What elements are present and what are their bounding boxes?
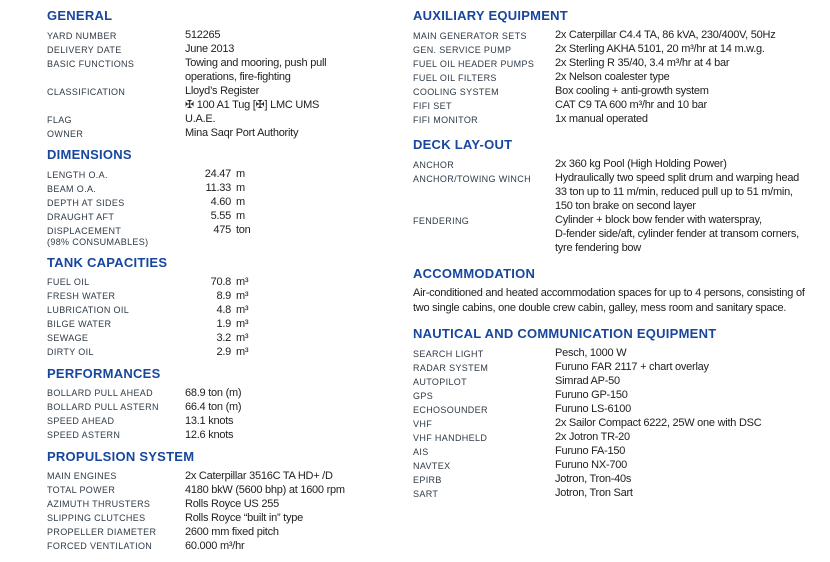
section-auxiliary-equipment bbox=[413, 8, 827, 126]
spec-label-cell bbox=[47, 275, 185, 289]
spec-label: AIS bbox=[413, 446, 429, 457]
section-title: PERFORMANCES bbox=[47, 365, 161, 381]
spec-value-line: Hydraulically two speed split drum and warping head bbox=[555, 172, 800, 184]
spec-value-cell bbox=[185, 181, 399, 195]
spec-value-line: Towing and mooring, push pull bbox=[185, 57, 327, 69]
spec-label-cell bbox=[47, 42, 185, 56]
section-deck-lay-out bbox=[413, 137, 827, 255]
spec-value-number: 5.55 bbox=[210, 210, 231, 222]
spec-label-cell bbox=[47, 331, 185, 345]
spec-row bbox=[413, 112, 827, 126]
spec-value-cell bbox=[185, 195, 399, 209]
spec-value-cell bbox=[185, 525, 399, 539]
spec-value-number: 11.33 bbox=[205, 182, 231, 194]
spec-value-cell bbox=[185, 317, 399, 331]
spec-value-cell bbox=[555, 171, 827, 213]
section-paragraph: Air-conditioned and heated accommodation spaces for up to 4 persons, consisting of two single cabins, one double crew cabin, galley, mess room and sanitary space. bbox=[413, 287, 805, 314]
spec-value-line: 13.1 knots bbox=[185, 414, 234, 427]
section-nautical-and-communication-equipment bbox=[413, 326, 827, 500]
spec-value-cell bbox=[555, 56, 827, 70]
spec-row bbox=[47, 126, 399, 140]
spec-label-cell bbox=[413, 171, 555, 185]
spec-value-line: 12.6 knots bbox=[185, 428, 234, 441]
spec-row bbox=[47, 303, 399, 317]
spec-label: SEARCH LIGHT bbox=[413, 348, 484, 359]
spec-value-cell bbox=[555, 42, 827, 56]
spec-value-cell bbox=[555, 213, 827, 255]
spec-label: SLIPPING CLUTCHES bbox=[47, 513, 146, 523]
spec-label: COOLING SYSTEM bbox=[413, 86, 499, 97]
spec-label: TOTAL POWER bbox=[47, 485, 116, 495]
spec-value-cell bbox=[185, 223, 399, 237]
spec-value-cell bbox=[555, 360, 827, 374]
spec-label-cell bbox=[413, 112, 555, 126]
spec-value-number: 475 bbox=[213, 224, 231, 236]
spec-label-cell bbox=[413, 346, 555, 360]
spec-label: FRESH WATER bbox=[47, 291, 116, 301]
spec-row bbox=[47, 28, 399, 42]
spec-row bbox=[47, 317, 399, 331]
spec-value-cell bbox=[555, 346, 827, 360]
spec-row bbox=[413, 402, 827, 416]
spec-value-line: 512265 bbox=[185, 29, 221, 41]
spec-row bbox=[413, 444, 827, 458]
spec-value-line: operations, fire-fighting bbox=[185, 71, 291, 83]
spec-row bbox=[47, 56, 399, 84]
section-performances bbox=[47, 366, 399, 442]
spec-label-cell bbox=[413, 388, 555, 402]
spec-row bbox=[47, 539, 399, 553]
spec-row bbox=[47, 497, 399, 511]
spec-value-line: Rolls Royce US 255 bbox=[185, 497, 279, 510]
spec-value-cell bbox=[185, 539, 399, 553]
spec-label: GEN. SERVICE PUMP bbox=[413, 44, 512, 55]
spec-label: ANCHOR/TOWING WINCH bbox=[413, 173, 531, 184]
spec-row bbox=[413, 388, 827, 402]
spec-value-cell bbox=[555, 70, 827, 84]
spec-value-cell bbox=[185, 84, 399, 112]
spec-row bbox=[413, 458, 827, 472]
spec-value bbox=[185, 209, 399, 223]
spec-value-cell bbox=[185, 497, 399, 511]
spec-label: FIFI MONITOR bbox=[413, 114, 479, 125]
spec-label: FLAG bbox=[47, 114, 72, 125]
spec-label-cell bbox=[47, 511, 185, 525]
spec-label: SPEED AHEAD bbox=[47, 416, 115, 426]
spec-label-cell bbox=[47, 181, 185, 195]
spec-value-number: 1.9 bbox=[216, 317, 231, 330]
spec-label: DIRTY OIL bbox=[47, 347, 94, 357]
spec-row bbox=[47, 345, 399, 359]
spec-label-cell bbox=[47, 28, 185, 42]
spec-value-cell bbox=[555, 112, 827, 126]
spec-value bbox=[185, 275, 399, 289]
section-title: GENERAL bbox=[47, 8, 113, 23]
spec-row bbox=[413, 42, 827, 56]
spec-value-cell bbox=[185, 469, 399, 483]
spec-label-cell bbox=[47, 167, 185, 181]
spec-value-line: 1x manual operated bbox=[555, 113, 648, 125]
spec-label: DEPTH AT SIDES bbox=[47, 197, 125, 208]
spec-label-cell bbox=[413, 458, 555, 472]
spec-label-cell bbox=[47, 539, 185, 553]
spec-value-cell bbox=[185, 275, 399, 289]
spec-label: BASIC FUNCTIONS bbox=[47, 58, 135, 69]
spec-label-cell bbox=[47, 223, 185, 248]
spec-label-cell bbox=[47, 345, 185, 359]
spec-label-cell bbox=[47, 497, 185, 511]
spec-label: BOLLARD PULL AHEAD bbox=[47, 388, 154, 398]
spec-label: DISPLACEMENT bbox=[47, 225, 122, 236]
spec-row bbox=[413, 416, 827, 430]
spec-value-unit: ton bbox=[236, 224, 251, 236]
spec-label-sub: (98% CONSUMABLES) bbox=[47, 236, 149, 247]
spec-value-unit: m bbox=[236, 168, 245, 180]
spec-label-cell bbox=[47, 112, 185, 126]
spec-value-cell bbox=[555, 84, 827, 98]
spec-row bbox=[47, 414, 399, 428]
spec-value-cell bbox=[185, 400, 399, 414]
spec-value-unit: m³ bbox=[236, 331, 249, 344]
spec-row bbox=[47, 483, 399, 497]
spec-value-line: Jotron, Tron Sart bbox=[555, 487, 633, 499]
spec-value-line: CAT C9 TA 600 m³/hr and 10 bar bbox=[555, 99, 707, 111]
spec-row bbox=[47, 386, 399, 400]
spec-value-unit: m³ bbox=[236, 303, 249, 316]
spec-value-number: 8.9 bbox=[216, 289, 231, 302]
spec-label-cell bbox=[47, 289, 185, 303]
spec-value-cell bbox=[555, 28, 827, 42]
spec-row bbox=[47, 331, 399, 345]
spec-label: LENGTH O.A. bbox=[47, 169, 108, 180]
section-general bbox=[47, 8, 399, 140]
spec-row bbox=[47, 525, 399, 539]
spec-value bbox=[185, 289, 399, 303]
spec-value-unit: m³ bbox=[236, 275, 249, 288]
spec-label: FUEL OIL bbox=[47, 277, 90, 287]
spec-label: FIFI SET bbox=[413, 100, 452, 111]
spec-row bbox=[47, 400, 399, 414]
spec-label: CLASSIFICATION bbox=[47, 86, 126, 97]
spec-label-cell bbox=[47, 56, 185, 70]
spec-value-line: 2x Caterpillar C4.4 TA, 86 kVA, 230/400V, 50Hz bbox=[555, 29, 776, 41]
spec-value-line: U.A.E. bbox=[185, 113, 216, 125]
spec-row bbox=[47, 275, 399, 289]
spec-row bbox=[413, 171, 827, 213]
spec-label-cell bbox=[47, 525, 185, 539]
spec-row bbox=[413, 486, 827, 500]
spec-label: SEWAGE bbox=[47, 333, 89, 343]
spec-value bbox=[185, 223, 399, 237]
spec-value-line: Furuno GP-150 bbox=[555, 389, 628, 401]
spec-label-cell bbox=[413, 98, 555, 112]
spec-label: MAIN GENERATOR SETS bbox=[413, 30, 527, 41]
spec-value-line: Mina Saqr Port Authority bbox=[185, 127, 299, 139]
spec-value-number: 3.2 bbox=[216, 331, 231, 344]
spec-value-number: 4.8 bbox=[216, 303, 231, 316]
spec-value bbox=[185, 331, 399, 345]
spec-value-unit: m bbox=[236, 210, 245, 222]
spec-label-cell bbox=[413, 402, 555, 416]
spec-value-line: 68.9 ton (m) bbox=[185, 386, 242, 399]
spec-label-cell bbox=[413, 360, 555, 374]
spec-label-cell bbox=[47, 84, 185, 98]
spec-value-cell bbox=[555, 388, 827, 402]
spec-label-cell bbox=[47, 195, 185, 209]
spec-value-unit: m³ bbox=[236, 345, 249, 358]
spec-value-cell bbox=[185, 345, 399, 359]
spec-row bbox=[413, 374, 827, 388]
spec-row bbox=[47, 289, 399, 303]
spec-row bbox=[47, 469, 399, 483]
spec-value-cell bbox=[555, 374, 827, 388]
spec-row bbox=[413, 56, 827, 70]
spec-label-cell bbox=[413, 444, 555, 458]
spec-value-cell bbox=[185, 511, 399, 525]
spec-value-cell bbox=[555, 430, 827, 444]
spec-label: OWNER bbox=[47, 128, 84, 139]
spec-row bbox=[413, 472, 827, 486]
spec-value-cell bbox=[185, 112, 399, 126]
spec-label-cell bbox=[47, 126, 185, 140]
spec-label: GPS bbox=[413, 390, 434, 401]
spec-value-number: 2.9 bbox=[216, 345, 231, 358]
spec-label: SART bbox=[413, 488, 439, 499]
section-title: ACCOMMODATION bbox=[413, 266, 536, 281]
spec-value-cell bbox=[185, 28, 399, 42]
spec-row bbox=[47, 167, 399, 181]
spec-value-number: 24.47 bbox=[204, 168, 231, 180]
spec-label-cell bbox=[47, 483, 185, 497]
spec-value-line: Furuno FA-150 bbox=[555, 445, 626, 457]
spec-value bbox=[185, 195, 399, 209]
spec-row bbox=[47, 223, 399, 248]
spec-label: AUTOPILOT bbox=[413, 376, 467, 387]
section-propulsion-system bbox=[47, 449, 399, 553]
spec-value-cell bbox=[185, 126, 399, 140]
spec-label-cell bbox=[47, 209, 185, 223]
spec-label-cell bbox=[47, 317, 185, 331]
spec-value-line: 2x Jotron TR-20 bbox=[555, 431, 630, 443]
spec-value-line: tyre fendering bow bbox=[555, 242, 641, 254]
spec-value-cell bbox=[555, 458, 827, 472]
spec-label-cell bbox=[413, 213, 555, 227]
spec-value-line: Furuno FAR 2117 + chart overlay bbox=[555, 361, 709, 373]
spec-value-cell bbox=[185, 209, 399, 223]
spec-value-cell bbox=[555, 98, 827, 112]
spec-value-cell bbox=[555, 472, 827, 486]
spec-value-cell bbox=[555, 416, 827, 430]
spec-row bbox=[47, 209, 399, 223]
spec-label: DELIVERY DATE bbox=[47, 44, 122, 55]
spec-value-cell bbox=[185, 167, 399, 181]
spec-value-line: 33 ton up to 11 m/min, reduced pull up to 51 m/min, bbox=[555, 186, 793, 198]
spec-value-line: Lloyd’s Register bbox=[185, 85, 260, 97]
spec-value-cell bbox=[185, 414, 399, 428]
spec-value-line: 150 ton brake on second layer bbox=[555, 200, 696, 212]
spec-label: ECHOSOUNDER bbox=[413, 404, 488, 415]
spec-row bbox=[413, 84, 827, 98]
spec-value-line: Simrad AP-50 bbox=[555, 375, 620, 387]
spec-label: FUEL OIL FILTERS bbox=[413, 72, 497, 83]
section-title: DECK LAY-OUT bbox=[413, 137, 513, 152]
section-tank-capacities bbox=[47, 255, 399, 359]
spec-value-cell bbox=[185, 289, 399, 303]
spec-label: FORCED VENTILATION bbox=[47, 541, 153, 551]
spec-value-line: 60.000 m³/hr bbox=[185, 539, 245, 552]
spec-row bbox=[47, 42, 399, 56]
spec-row bbox=[413, 157, 827, 171]
spec-row bbox=[47, 511, 399, 525]
spec-value-cell bbox=[185, 331, 399, 345]
spec-row bbox=[413, 430, 827, 444]
spec-value bbox=[185, 317, 399, 331]
spec-label-cell bbox=[413, 157, 555, 171]
spec-value-line: 66.4 ton (m) bbox=[185, 400, 242, 413]
spec-row bbox=[47, 112, 399, 126]
spec-value-unit: m bbox=[236, 182, 245, 194]
spec-row bbox=[47, 428, 399, 442]
spec-label: MAIN ENGINES bbox=[47, 471, 117, 481]
spec-value-cell bbox=[185, 56, 399, 84]
section-title: PROPULSION SYSTEM bbox=[47, 448, 195, 464]
spec-label-cell bbox=[413, 42, 555, 56]
spec-value-line: Rolls Royce “built in” type bbox=[185, 511, 303, 524]
spec-label-cell bbox=[413, 70, 555, 84]
section-accommodation bbox=[413, 266, 827, 315]
spec-row bbox=[47, 181, 399, 195]
spec-value-number: 4.60 bbox=[210, 196, 231, 208]
spec-label: PROPELLER DIAMETER bbox=[47, 527, 157, 537]
spec-label: BOLLARD PULL ASTERN bbox=[47, 402, 159, 412]
spec-value-line: June 2013 bbox=[185, 43, 235, 55]
spec-value-cell bbox=[555, 157, 827, 171]
spec-value-cell bbox=[185, 42, 399, 56]
spec-label: DRAUGHT AFT bbox=[47, 211, 115, 222]
spec-label-cell bbox=[413, 486, 555, 500]
spec-label: FUEL OIL HEADER PUMPS bbox=[413, 58, 535, 69]
spec-value-unit: m³ bbox=[236, 317, 249, 330]
spec-label-cell bbox=[413, 472, 555, 486]
spec-row bbox=[413, 70, 827, 84]
spec-value-cell bbox=[185, 428, 399, 442]
spec-row bbox=[413, 360, 827, 374]
spec-label: NAVTEX bbox=[413, 460, 451, 471]
spec-label: SPEED ASTERN bbox=[47, 430, 121, 440]
spec-row bbox=[413, 213, 827, 255]
spec-value-unit: m bbox=[236, 196, 245, 208]
spec-value-line: 2x Nelson coalester type bbox=[555, 71, 670, 83]
spec-value-line: Box cooling + anti-growth system bbox=[555, 85, 709, 97]
spec-label: YARD NUMBER bbox=[47, 30, 117, 41]
spec-value-line: 2600 mm fixed pitch bbox=[185, 525, 279, 538]
spec-value-cell bbox=[555, 402, 827, 416]
spec-label-cell bbox=[413, 56, 555, 70]
spec-label-cell bbox=[413, 28, 555, 42]
spec-label: FENDERING bbox=[413, 215, 470, 226]
spec-label-cell bbox=[47, 400, 185, 414]
spec-value-line: 2x Sterling AKHA 5101, 20 m³/hr at 14 m.w.g. bbox=[555, 43, 765, 55]
spec-value-line: 4180 bkW (5600 bhp) at 1600 rpm bbox=[185, 483, 345, 496]
spec-value-line: 2x Sterling R 35/40, 3.4 m³/hr at 4 bar bbox=[555, 57, 730, 69]
section-dimensions bbox=[47, 147, 399, 248]
spec-value-line: 2x Caterpillar 3516C TA HD+ /D bbox=[185, 469, 333, 482]
spec-label: BILGE WATER bbox=[47, 319, 112, 329]
spec-row bbox=[413, 28, 827, 42]
spec-value-line: D-fender side/aft, cylinder fender at transom corners, bbox=[555, 228, 799, 240]
spec-label-cell bbox=[413, 430, 555, 444]
spec-value-line: Jotron, Tron-40s bbox=[555, 473, 632, 485]
spec-value-cell bbox=[185, 386, 399, 400]
spec-value-line: Pesch, 1000 W bbox=[555, 347, 627, 359]
spec-value-line: ✠ 100 A1 Tug [✠] LMC UMS bbox=[185, 99, 320, 111]
spec-label: ANCHOR bbox=[413, 159, 455, 170]
spec-value-cell bbox=[555, 444, 827, 458]
spec-label: AZIMUTH THRUSTERS bbox=[47, 499, 151, 509]
section-title: NAUTICAL AND COMMUNICATION EQUIPMENT bbox=[413, 326, 717, 341]
spec-value bbox=[185, 167, 399, 181]
spec-value-cell bbox=[185, 483, 399, 497]
spec-label: BEAM O.A. bbox=[47, 183, 97, 194]
section-title: DIMENSIONS bbox=[47, 147, 132, 162]
spec-label-cell bbox=[413, 374, 555, 388]
spec-label-cell bbox=[413, 416, 555, 430]
spec-row bbox=[47, 195, 399, 209]
spec-label: LUBRICATION OIL bbox=[47, 305, 130, 315]
spec-label-cell bbox=[47, 469, 185, 483]
spec-value-unit: m³ bbox=[236, 289, 249, 302]
spec-value-line: Furuno LS-6100 bbox=[555, 403, 631, 415]
spec-value-line: Cylinder + block bow fender with waterspray, bbox=[555, 214, 762, 226]
section-title: TANK CAPACITIES bbox=[47, 254, 168, 270]
spec-label-cell bbox=[47, 303, 185, 317]
spec-value-cell bbox=[185, 303, 399, 317]
spec-label-cell bbox=[47, 428, 185, 442]
spec-label: VHF HANDHELD bbox=[413, 432, 488, 443]
spec-value-line: 2x Sailor Compact 6222, 25W one with DSC bbox=[555, 417, 762, 429]
column-right bbox=[413, 8, 827, 511]
spec-value bbox=[185, 303, 399, 317]
spec-row bbox=[47, 84, 399, 112]
spec-value-cell bbox=[555, 486, 827, 500]
spec-label: EPIRB bbox=[413, 474, 442, 485]
spec-row bbox=[413, 98, 827, 112]
spec-label-cell bbox=[47, 386, 185, 400]
spec-value-line: 2x 360 kg Pool (High Holding Power) bbox=[555, 158, 727, 170]
spec-row bbox=[413, 346, 827, 360]
spec-label-cell bbox=[47, 414, 185, 428]
spec-value bbox=[185, 181, 399, 195]
spec-value-number: 70.8 bbox=[210, 275, 231, 288]
column-left bbox=[47, 8, 399, 560]
spec-label-cell bbox=[413, 84, 555, 98]
spec-label: RADAR SYSTEM bbox=[413, 362, 489, 373]
spec-label: VHF bbox=[413, 418, 433, 429]
spec-value bbox=[185, 345, 399, 359]
spec-value-line: Furuno NX-700 bbox=[555, 459, 627, 471]
section-title: AUXILIARY EQUIPMENT bbox=[413, 8, 568, 23]
